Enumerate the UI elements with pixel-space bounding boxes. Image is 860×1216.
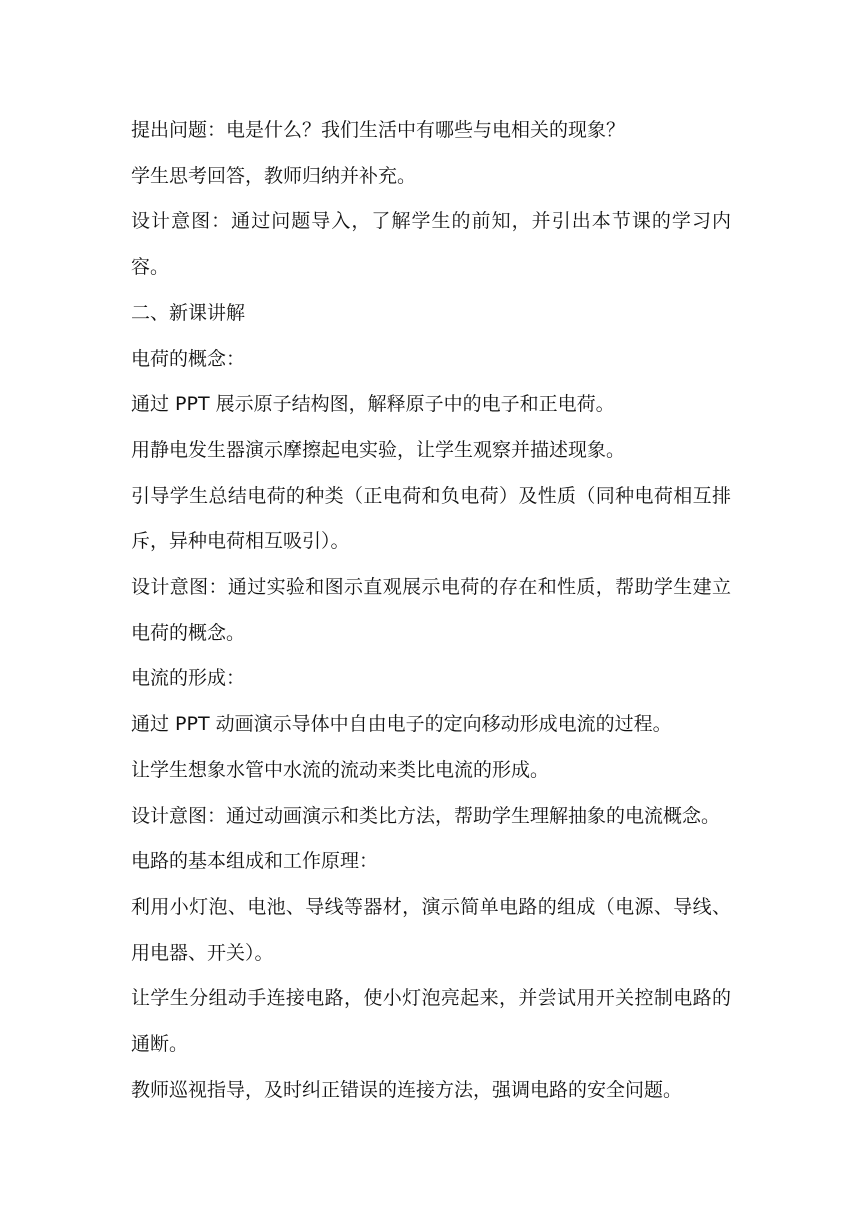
subheading-circuit-basics: 电路的基本组成和工作原理： (131, 850, 379, 873)
paragraph-ppt-current: 通过 PPT 动画演示导体中自由电子的定向移动形成电流的过程。 (131, 713, 672, 736)
paragraph-circuit-demo: 利用小灯泡、电池、导线等器材，演示简单电路的组成（电源、导线、用电器、开关）。 (131, 895, 731, 964)
paragraph-design-intent-1: 设计意图：通过问题导入，了解学生的前知，并引出本节课的学习内容。 (131, 210, 731, 279)
paragraph-water-analogy: 让学生想象水管中水流的流动来类比电流的形成。 (131, 758, 550, 781)
paragraph-ppt-atom: 通过 PPT 展示原子结构图，解释原子中的电子和正电荷。 (131, 393, 615, 416)
paragraph-design-intent-3: 设计意图：通过动画演示和类比方法，帮助学生理解抽象的电流概念。 (131, 804, 721, 827)
paragraph-student-answer: 学生思考回答，教师归纳并补充。 (131, 164, 417, 187)
paragraph-teacher-guidance: 教师巡视指导，及时纠正错误的连接方法，强调电路的安全问题。 (131, 1078, 683, 1101)
paragraph-charge-types: 引导学生总结电荷的种类（正电荷和负电荷）及性质（同种电荷相互排斥，异种电荷相互吸引）。 (131, 484, 731, 553)
paragraph-group-activity: 让学生分组动手连接电路，使小灯泡亮起来，并尝试用开关控制电路的通断。 (131, 987, 731, 1056)
paragraph-design-intent-2: 设计意图：通过实验和图示直观展示电荷的存在和性质，帮助学生建立电荷的概念。 (131, 576, 731, 644)
paragraph-question: 提出问题：电是什么？我们生活中有哪些与电相关的现象？ (131, 119, 626, 141)
subheading-charge-concept: 电荷的概念： (131, 347, 246, 370)
subheading-current-formation: 电流的形成： (131, 667, 246, 690)
section-heading-new-lesson: 二、新课讲解 (131, 301, 246, 324)
paragraph-static-experiment: 用静电发生器演示摩擦起电实验，让学生观察并描述现象。 (131, 438, 626, 461)
document-body (131, 108, 731, 1113)
